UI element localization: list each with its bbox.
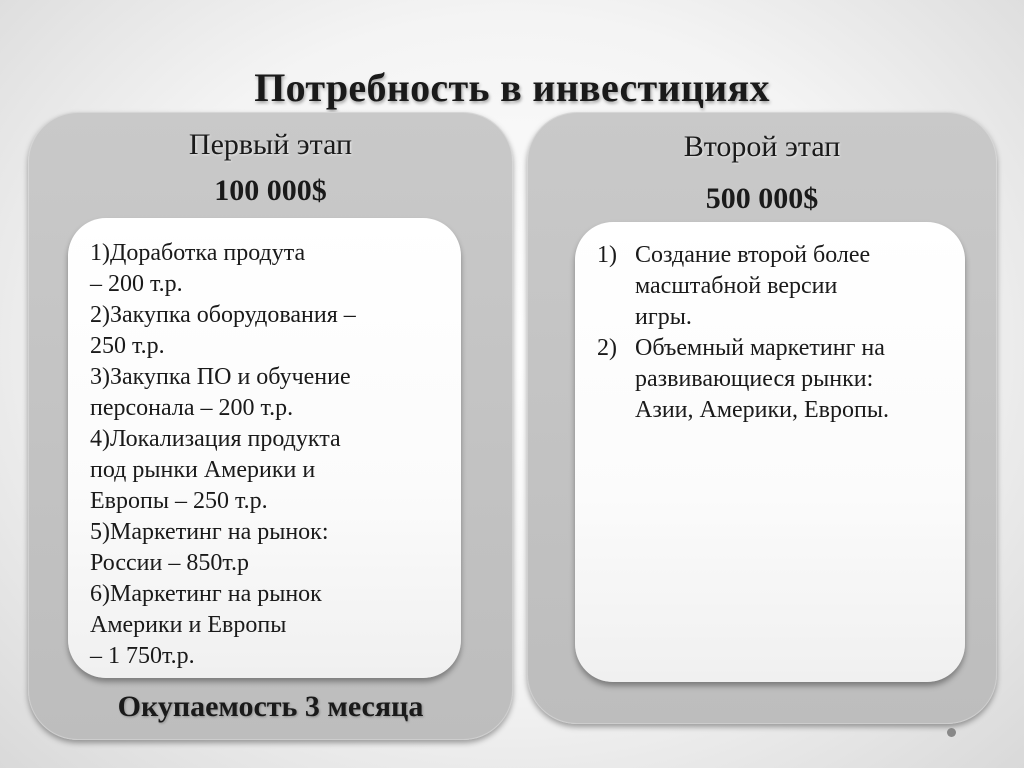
stage-one-line: Америки и Европы	[90, 612, 287, 638]
stage-two-heading: Второй этап	[683, 130, 841, 163]
list-item-line: масштабной версии	[635, 273, 838, 299]
stage-two-items-box	[575, 222, 965, 682]
list-item	[597, 240, 947, 333]
list-item-line: Азии, Америки, Европы.	[635, 397, 889, 423]
stage-two-panel	[527, 112, 997, 724]
stage-one-line: 2)Закупка оборудования –	[90, 302, 356, 328]
stage-one-line: под рынки Америки и	[90, 457, 316, 483]
list-item-line: игры.	[635, 304, 692, 330]
payback-label: Окупаемость 3 месяца	[117, 690, 424, 723]
slide-corner-dot	[947, 728, 956, 737]
stage-one-line: 1)Доработка продута	[90, 240, 306, 266]
stage-one-line: Европы – 250 т.р.	[90, 488, 268, 514]
stage-one-line: персонала – 200 т.р.	[90, 395, 294, 421]
stage-one-line: 3)Закупка ПО и обучение	[90, 364, 351, 390]
stage-one-line: 250 т.р.	[90, 333, 165, 359]
stage-one-line: 4)Локализация продукта	[90, 426, 341, 452]
stage-two-list	[597, 240, 947, 426]
slide-title: Потребность в инвестициях	[254, 65, 770, 110]
stage-one-line: 5)Маркетинг на рынок:	[90, 519, 329, 545]
stage-one-line: России – 850т.р	[90, 550, 250, 576]
stage-one-line: 6)Маркетинг на рынок	[90, 581, 322, 607]
list-item-line: Объемный маркетинг на	[635, 335, 885, 361]
stage-one-line: – 1 750т.р.	[90, 643, 195, 669]
stage-one-items-box	[68, 218, 461, 678]
list-item-number: 1)	[597, 242, 617, 268]
list-item	[597, 333, 947, 426]
stage-one-line: – 200 т.р.	[90, 271, 183, 297]
stage-one-panel	[28, 112, 513, 740]
stage-one-amount: 100 000$	[214, 174, 327, 207]
stage-one-heading: Первый этап	[188, 128, 353, 161]
stage-two-amount: 500 000$	[705, 182, 819, 215]
list-item-line: Создание второй более	[635, 242, 871, 268]
list-item-line: развивающиеся рынки:	[635, 366, 874, 392]
list-item-number: 2)	[597, 335, 617, 361]
